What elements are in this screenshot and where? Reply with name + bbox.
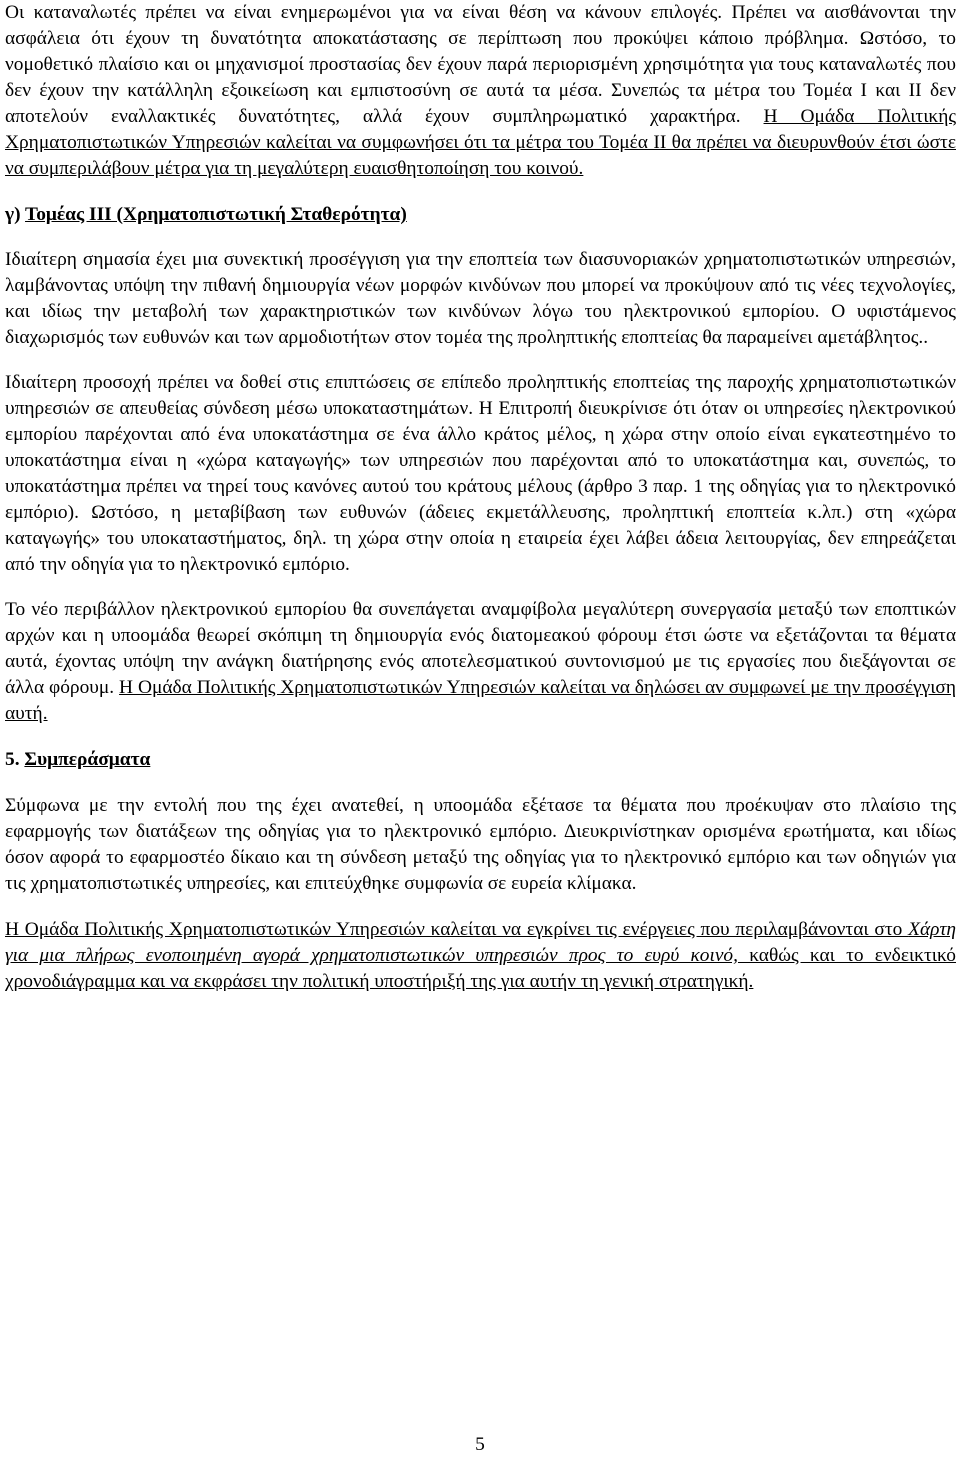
- heading-number: 5.: [5, 749, 25, 770]
- section-heading-conclusions: [5, 747, 956, 773]
- underlined-call-to-declare: Η Ομάδα Πολιτικής Χρηματοπιστωτικών Υπηρεσιών καλείται να δηλώσει αν συμφωνεί με την προσέγγιση αυτή.: [5, 677, 956, 724]
- heading-title: Συμπεράσματα: [24, 749, 151, 770]
- heading-prefix: γ): [5, 204, 26, 225]
- paragraph-text: Η Ομάδα Πολιτικής Χρηματοπιστωτικών Υπηρεσιών καλείται να εγκρίνει τις ενέργειες που περιλαμβάνονται στο: [5, 919, 909, 940]
- paragraph-branch-services: Ιδιαίτερη προσοχή πρέπει να δοθεί στις επιπτώσεις σε επίπεδο προληπτικής εποπτείας της παροχής χρηματοπιστωτικών υπηρεσιών σε απευθείας σύνδεση μέσω υποκαταστημάτων. Η Επιτροπή διευκρίνισε ότι όταν οι υπηρεσίες ηλεκτρονικού εμπορίου παρέχονται από ένα υποκατάστημα σε ένα άλλο κράτος μέλος, η χώρα στην οποίο είναι εγκατεστημένο το υποκατάστημα είναι η «χώρα καταγωγής» των υπηρεσιών που παρέχονται από το υποκατάστημα και, συνεπώς, το υποκατάστημα πρέπει να τηρεί τους κανόνες αυτού του κράτους μέλους (άρθρο 3 παρ. 1 της οδηγίας για το ηλεκτρονικό εμπόριο). Ωστόσο, η μεταβίβαση των ευθυνών (άδειες εκμετάλλευσης, προληπτική εποπτεία κ.λπ.) στη «χώρα καταγωγής» του υποκαταστήματος, δηλ. τη χώρα στην οποία η εταιρεία έχει λάβει άδεια λειτουργίας, δεν επηρεάζεται από την οδηγία για το ηλεκτρονικό εμπόριο.: [5, 372, 956, 575]
- underlined-call-to-agree: Η Ομάδα Πολιτικής Χρηματοπιστωτικών Υπηρεσιών καλείται να συμφωνήσει ότι τα μέτρα του Τομέα ΙΙ θα πρέπει να διευρυνθούν έτσι ώστε να συμπεριλάβουν μέτρα για τη μεγαλύτερη ευαισθητοποίηση του κοινού.: [5, 106, 957, 179]
- paragraph-cross-border-supervision: Ιδιαίτερη σημασία έχει μια συνεκτική προσέγγιση για την εποπτεία των διασυνοριακών χρηματοπιστωτικών υπηρεσιών, λαμβάνοντας υπόψη την πιθανή δημιουργία νέων μορφών κινδύνων που μπορεί να προκύψουν από τις νέες τεχνολογίες, και ιδίως την μεταβολή των χαρακτηριστικών των κινδύνων λόγω του ηλεκτρονικού εμπορίου. Ο υφιστάμενος διαχωρισμός των ευθυνών και των αρμοδιοτήτων στον τομέα της προληπτικής εποπτείας θα παραμείνει αμετάβλητος..: [5, 249, 956, 348]
- page-number: 5: [475, 1434, 485, 1455]
- paragraph-consumer-confidence: [5, 0, 956, 182]
- heading-title: Τομέας ΙΙΙ (Χρηματοπιστωτική Σταθερότητα): [25, 204, 407, 225]
- italic-charter-title: Χάρτη για μια πλήρως ενοποιημένη αγορά χρηματοπιστωτικών υπηρεσιών προς το ευρύ κοινό,: [5, 919, 956, 966]
- paragraph-approval-request: [5, 917, 956, 995]
- paragraph-conclusions-summary: Σύμφωνα με την εντολή που της έχει ανατεθεί, η υποομάδα εξέτασε τα θέματα που προέκυψαν στο πλαίσιο της εφαρμογής των διατάξεων της οδηγίας για το ηλεκτρονικό εμπόριο. Διευκρινίστηκαν ορισμένα ερωτήματα, και ιδίως όσον αφορά το εφαρμοστέο δίκαιο και τη σύνδεση μεταξύ της οδηγίας για το ηλεκτρονικό εμπόριο και των οδηγιών για τις χρηματοπιστωτικές υπηρεσίες, και επιτεύχθηκε συμφωνία σε ευρεία κλίμακα.: [5, 795, 956, 894]
- section-heading-sector-3: [5, 202, 956, 228]
- paragraph-text: Το νέο περιβάλλον ηλεκτρονικού εμπορίου θα συνεπάγεται αναμφίβολα μεγαλύτερη συνεργασία μεταξύ των εποπτικών αρχών και η υποομάδα θεωρεί σκόπιμη τη δημιουργία ενός διατομεακού φόρουμ έτσι ώστε να εξετάζονται τα θέματα αυτά, έχοντας υπόψη την ανάγκη διατήρησης ενός αποτελεσματικού συντονισμού με τις εργασίες που διεξάγονται σε άλλα φόρουμ.: [5, 599, 956, 698]
- paragraph-text: Οι καταναλωτές πρέπει να είναι ενημερωμένοι για να είναι θέση να κάνουν επιλογές. Πρέπει να αισθάνονται την ασφάλεια ότι έχουν τη δυνατότητα αποκατάστασης σε περίπτωση που προκύψει κάποιο πρόβλημα. Ωστόσο, το νομοθετικό πλαίσιο και οι μηχανισμοί προστασίας δεν έχουν παρά περιορισμένη χρησιμότητα για τους καταναλωτές που δεν έχουν την κατάλληλη εξοικείωση και εμπιστοσύνη σε αυτά τα μέσα. Συνεπώς τα μέτρα του Τομέα Ι και ΙΙ δεν αποτελούν εναλλακτικές δυνατότητες, αλλά έχουν συμπληρωματικό χαρακτήρα.: [5, 2, 956, 127]
- document-page: [5, 0, 956, 995]
- paragraph-text-end: καθώς και το ενδεικτικό χρονοδιάγραμμα και να εκφράσει την πολιτική υποστήριξή της για αυτήν τη γενική στρατηγική.: [5, 945, 956, 992]
- paragraph-cross-sector-forum: [5, 597, 956, 727]
